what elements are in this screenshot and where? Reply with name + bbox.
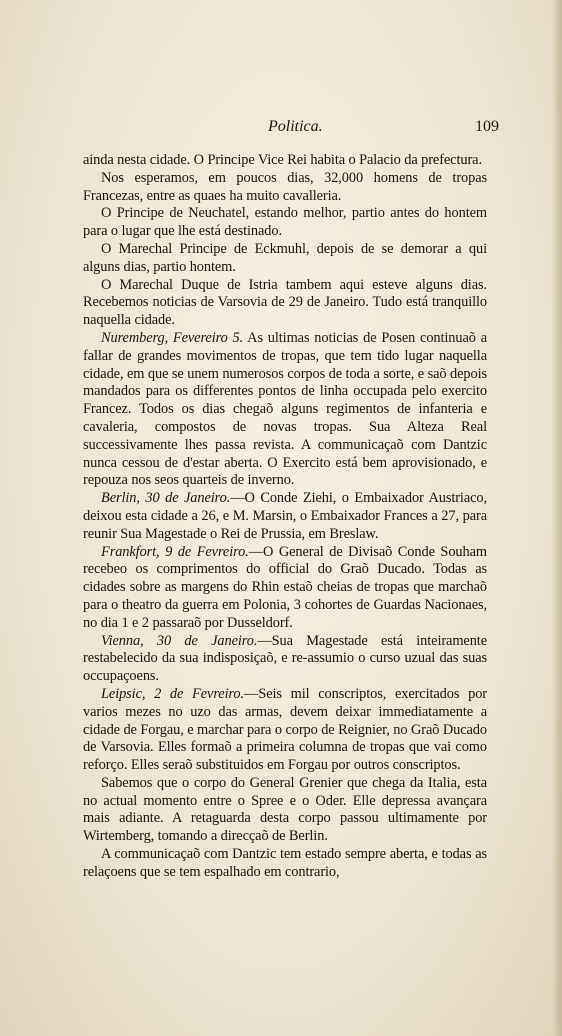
paragraph-text: —Sua Magestade está inteiramente restabelecido da sua indisposiçaõ, e re-assumio o curso uzual das suas occupaçoens.	[83, 632, 487, 685]
paragraph-text: Sabemos que o corpo do General Grenier que chega da Italia, esta no actual momento entre o Spree e o Oder. Elle depressa avançara mais adiante. A retaguarda desta corpo passou ultimamente por Wirtemberg, tomando a direcçaõ de Berlin.	[83, 774, 487, 845]
paragraph-text: —Seis mil conscriptos, exercitados por varios mezes no uzo das armas, devem deixar immediatamente a cidade de Forgau, e marchar para o corpo de Reignier, no Graõ Ducado de Varsovia. Elles formaõ a primeira columna de tropas que vai como reforço. Elles seraõ substituidos em Forgau por outros conscriptos.	[83, 685, 487, 774]
page-edge-shadow	[552, 0, 562, 1036]
paragraph	[83, 277, 487, 330]
paragraph-text: As ultimas noticias de Posen continuaõ a fallar de grandes movimentos de tropas, que tem tido lugar naquella cidade, em que se unem numerosos corpos de toda a sorte, e saõ depois mandados para os differentes pontos de linha occupada pelo exercito Francez. Todos os dias chegaõ alguns regimentos de infanteria e cavaleria, compostos de novas tropas. Sua Alteza Real successivamente lhes passa revista. A communicaçaõ com Dantzic nunca cessou de d'estar aberta. O Exercito está bem aprovisionado, e repouza nos seos quarteis de inverno.	[83, 329, 488, 489]
paragraph	[83, 241, 487, 277]
paragraph-text: O Marechal Duque de Istria tambem aqui esteve alguns dias. Recebemos noticias de Varsovia de 29 de Janeiro. Tudo está tranquillo naquella cidade.	[83, 276, 487, 329]
paragraph	[83, 686, 487, 775]
paragraph-text: Nos esperamos, em poucos dias, 32,000 homens de tropas Francezas, entre as quaes ha muito cavalleria.	[83, 169, 487, 204]
paragraph	[83, 846, 487, 882]
dateline: Vienna, 30 de Janeiro.	[101, 632, 258, 649]
paragraph-text: A communicaçaõ com Dantzic tem estado sempre aberta, e todas as relaçoens que se tem espalhado em contrario,	[83, 846, 487, 880]
paragraph	[83, 330, 487, 490]
paragraph	[83, 170, 487, 206]
page-header	[83, 118, 499, 140]
paragraph	[83, 490, 487, 543]
paragraph-text: O Principe de Neuchatel, estando melhor, partio antes do hontem para o lugar que lhe está destinado.	[83, 205, 487, 240]
paragraph	[83, 633, 487, 686]
paragraph	[83, 152, 487, 170]
paragraph-text: ainda nesta cidade. O Principe Vice Rei habita o Palacio da prefectura.	[83, 152, 482, 168]
paragraph-text: O Marechal Principe de Eckmuhl, depois de se demorar a qui alguns dias, partio hontem.	[83, 240, 487, 275]
paragraph	[83, 775, 487, 846]
dateline: Leipsic, 2 de Fevreiro.	[101, 685, 245, 702]
paragraph	[83, 544, 487, 633]
running-head: Politica.	[268, 118, 323, 135]
page-number: 109	[475, 118, 499, 135]
dateline: Nuremberg, Fevereiro 5.	[101, 329, 244, 346]
dateline: Berlin, 30 de Janeiro.	[101, 490, 231, 507]
body-text	[83, 152, 487, 882]
dateline: Frankfort, 9 de Fevreiro.	[101, 543, 249, 560]
paragraph-text: —O General de Divisaõ Conde Souham recebeo os comprimentos do official do Graõ Ducado. Todas as cidades sobre as margens do Rhin estaõ cheias de tropas que marchaõ para o theatro da guerra em Polonia, 3 cohortes de Guardas Nacionaes, no dia 1 e 2 passaraõ por Dusseldorf.	[83, 543, 487, 631]
paragraph	[83, 205, 487, 241]
paragraph-text: —O Conde Ziehi, o Embaixador Austriaco, deixou esta cidade a 26, e M. Marsin, o Embaixador Frances a 27, para reunir Sua Magestade o Rei de Prussia, em Breslaw.	[83, 490, 488, 542]
